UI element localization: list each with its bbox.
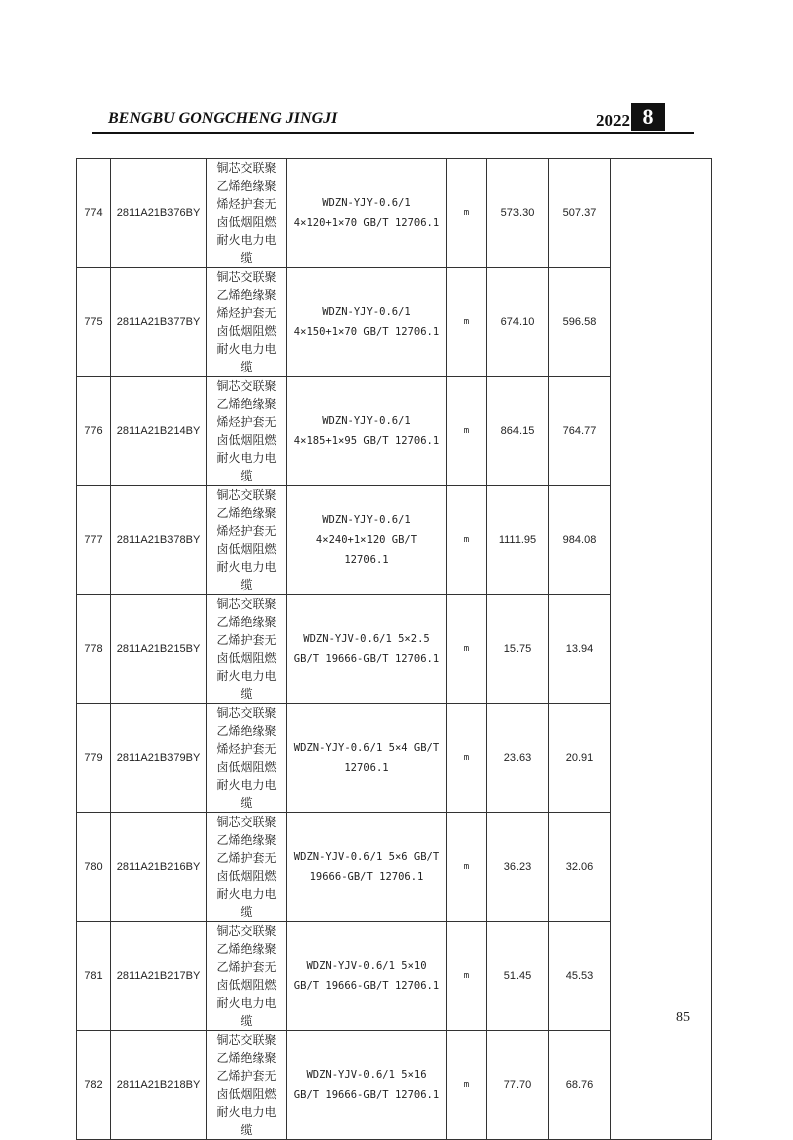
item-price-tax-excluded: 764.77 [549,377,611,486]
table-row [77,159,712,268]
item-price-tax-excluded: 32.06 [549,813,611,922]
item-price-tax-excluded: 984.08 [549,486,611,595]
issue-year: 2022 [596,111,630,130]
issue-number-badge: 8 [631,103,665,131]
item-name: 铜芯交联聚乙烯绝缘聚烯烃护套无卤低烟阻燃耐火电力电缆 [207,159,287,268]
item-spec: WDZN-YJY-0.6/1 4×120+1×70 GB/T 12706.1 [287,159,447,268]
item-price-tax-included: 15.75 [487,595,549,704]
item-name: 铜芯交联聚乙烯绝缘聚乙烯护套无卤低烟阻燃耐火电力电缆 [207,922,287,1031]
item-code: 2811A21B376BY [111,159,207,268]
item-code: 2811A21B214BY [111,377,207,486]
item-price-tax-excluded: 68.76 [549,1031,611,1140]
item-number: 782 [77,1031,111,1140]
item-price-tax-excluded: 45.53 [549,922,611,1031]
item-name: 铜芯交联聚乙烯绝缘聚乙烯护套无卤低烟阻燃耐火电力电缆 [207,595,287,704]
item-unit: m [447,704,487,813]
item-number: 774 [77,159,111,268]
item-number: 779 [77,704,111,813]
item-code: 2811A21B377BY [111,268,207,377]
item-code: 2811A21B215BY [111,595,207,704]
item-code: 2811A21B378BY [111,486,207,595]
item-name: 铜芯交联聚乙烯绝缘聚烯烃护套无卤低烟阻燃耐火电力电缆 [207,486,287,595]
item-spec: WDZN-YJY-0.6/1 4×150+1×70 GB/T 12706.1 [287,268,447,377]
item-number: 778 [77,595,111,704]
header-rule [92,132,694,134]
page-number: 85 [676,1010,690,1025]
item-price-tax-included: 864.15 [487,377,549,486]
item-price-tax-excluded: 507.37 [549,159,611,268]
item-price-tax-included: 573.30 [487,159,549,268]
item-code: 2811A21B218BY [111,1031,207,1140]
item-name: 铜芯交联聚乙烯绝缘聚烯烃护套无卤低烟阻燃耐火电力电缆 [207,268,287,377]
item-unit: m [447,595,487,704]
item-price-tax-included: 51.45 [487,922,549,1031]
item-number: 776 [77,377,111,486]
item-number: 781 [77,922,111,1031]
item-unit: m [447,813,487,922]
item-name: 铜芯交联聚乙烯绝缘聚烯烃护套无卤低烟阻燃耐火电力电缆 [207,377,287,486]
item-spec: WDZN-YJY-0.6/1 5×4 GB/T 12706.1 [287,704,447,813]
price-table [76,158,712,1140]
item-price-tax-included: 1111.95 [487,486,549,595]
item-name: 铜芯交联聚乙烯绝缘聚乙烯护套无卤低烟阻燃耐火电力电缆 [207,813,287,922]
item-number: 780 [77,813,111,922]
item-price-tax-included: 77.70 [487,1031,549,1140]
item-number: 775 [77,268,111,377]
item-unit: m [447,268,487,377]
journal-title: BENGBU GONGCHENG JINGJI [108,110,338,127]
item-unit: m [447,159,487,268]
item-name: 铜芯交联聚乙烯绝缘聚乙烯护套无卤低烟阻燃耐火电力电缆 [207,1031,287,1140]
item-price-tax-excluded: 20.91 [549,704,611,813]
item-unit: m [447,1031,487,1140]
item-name: 铜芯交联聚乙烯绝缘聚烯烃护套无卤低烟阻燃耐火电力电缆 [207,704,287,813]
remark-cell [611,159,712,1140]
item-unit: m [447,377,487,486]
item-price-tax-included: 23.63 [487,704,549,813]
item-spec: WDZN-YJV-0.6/1 5×10 GB/T 19666-GB/T 12706.1 [287,922,447,1031]
item-spec: WDZN-YJY-0.6/1 4×240+1×120 GB/T 12706.1 [287,486,447,595]
item-price-tax-excluded: 13.94 [549,595,611,704]
item-price-tax-included: 674.10 [487,268,549,377]
item-code: 2811A21B379BY [111,704,207,813]
item-code: 2811A21B216BY [111,813,207,922]
item-spec: WDZN-YJV-0.6/1 5×16 GB/T 19666-GB/T 12706.1 [287,1031,447,1140]
item-number: 777 [77,486,111,595]
item-code: 2811A21B217BY [111,922,207,1031]
item-spec: WDZN-YJY-0.6/1 4×185+1×95 GB/T 12706.1 [287,377,447,486]
table-body [77,159,712,1140]
item-unit: m [447,922,487,1031]
item-spec: WDZN-YJV-0.6/1 5×6 GB/T 19666-GB/T 12706.1 [287,813,447,922]
item-unit: m [447,486,487,595]
item-spec: WDZN-YJV-0.6/1 5×2.5 GB/T 19666-GB/T 12706.1 [287,595,447,704]
item-price-tax-included: 36.23 [487,813,549,922]
item-price-tax-excluded: 596.58 [549,268,611,377]
